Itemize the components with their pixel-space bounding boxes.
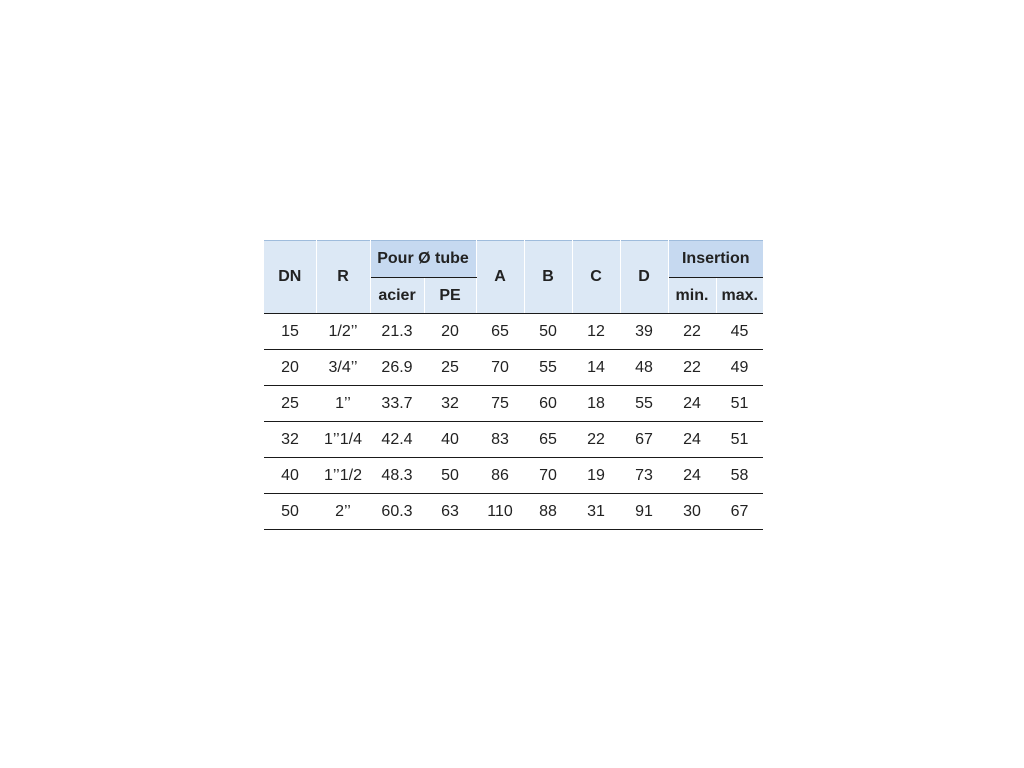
cell-max: 67	[716, 494, 763, 530]
cell-c: 14	[572, 350, 620, 386]
cell-min: 22	[668, 314, 716, 350]
header-max: max.	[716, 278, 763, 314]
cell-pe: 63	[424, 494, 476, 530]
cell-b: 50	[524, 314, 572, 350]
cell-acier: 26.9	[370, 350, 424, 386]
cell-max: 51	[716, 386, 763, 422]
cell-a: 75	[476, 386, 524, 422]
cell-pe: 25	[424, 350, 476, 386]
cell-c: 18	[572, 386, 620, 422]
cell-d: 91	[620, 494, 668, 530]
cell-min: 24	[668, 386, 716, 422]
cell-min: 30	[668, 494, 716, 530]
header-dn: DN	[264, 241, 316, 314]
header-pe: PE	[424, 278, 476, 314]
cell-min: 22	[668, 350, 716, 386]
cell-c: 31	[572, 494, 620, 530]
header-pour-tube: Pour Ø tube	[370, 241, 476, 278]
cell-c: 19	[572, 458, 620, 494]
header-d: D	[620, 241, 668, 314]
header-a: A	[476, 241, 524, 314]
cell-a: 110	[476, 494, 524, 530]
table-row	[264, 458, 763, 494]
cell-dn: 50	[264, 494, 316, 530]
cell-dn: 32	[264, 422, 316, 458]
cell-c: 22	[572, 422, 620, 458]
header-b: B	[524, 241, 572, 314]
cell-a: 83	[476, 422, 524, 458]
cell-acier: 42.4	[370, 422, 424, 458]
cell-dn: 15	[264, 314, 316, 350]
cell-b: 60	[524, 386, 572, 422]
header-insertion: Insertion	[668, 241, 763, 278]
cell-pe: 32	[424, 386, 476, 422]
cell-dn: 20	[264, 350, 316, 386]
cell-acier: 33.7	[370, 386, 424, 422]
cell-d: 73	[620, 458, 668, 494]
cell-d: 67	[620, 422, 668, 458]
header-min: min.	[668, 278, 716, 314]
cell-a: 65	[476, 314, 524, 350]
header-acier: acier	[370, 278, 424, 314]
cell-r: 1’’1/4	[316, 422, 370, 458]
table-row	[264, 422, 763, 458]
cell-b: 55	[524, 350, 572, 386]
cell-min: 24	[668, 422, 716, 458]
cell-max: 45	[716, 314, 763, 350]
cell-a: 86	[476, 458, 524, 494]
dimensions-table	[264, 240, 763, 530]
cell-acier: 48.3	[370, 458, 424, 494]
cell-min: 24	[668, 458, 716, 494]
header-c: C	[572, 241, 620, 314]
cell-pe: 40	[424, 422, 476, 458]
table-row	[264, 350, 763, 386]
cell-d: 55	[620, 386, 668, 422]
cell-b: 88	[524, 494, 572, 530]
cell-c: 12	[572, 314, 620, 350]
cell-d: 48	[620, 350, 668, 386]
cell-b: 70	[524, 458, 572, 494]
cell-r: 1/2’’	[316, 314, 370, 350]
cell-pe: 20	[424, 314, 476, 350]
header-row-top	[264, 241, 763, 278]
cell-acier: 21.3	[370, 314, 424, 350]
cell-r: 3/4’’	[316, 350, 370, 386]
cell-max: 51	[716, 422, 763, 458]
table-row	[264, 494, 763, 530]
table-body	[264, 314, 763, 530]
cell-max: 58	[716, 458, 763, 494]
cell-r: 2’’	[316, 494, 370, 530]
table-row	[264, 314, 763, 350]
cell-acier: 60.3	[370, 494, 424, 530]
cell-a: 70	[476, 350, 524, 386]
cell-r: 1’’1/2	[316, 458, 370, 494]
cell-dn: 40	[264, 458, 316, 494]
cell-b: 65	[524, 422, 572, 458]
table-row	[264, 386, 763, 422]
cell-dn: 25	[264, 386, 316, 422]
cell-pe: 50	[424, 458, 476, 494]
cell-r: 1’’	[316, 386, 370, 422]
cell-max: 49	[716, 350, 763, 386]
header-r: R	[316, 241, 370, 314]
cell-d: 39	[620, 314, 668, 350]
